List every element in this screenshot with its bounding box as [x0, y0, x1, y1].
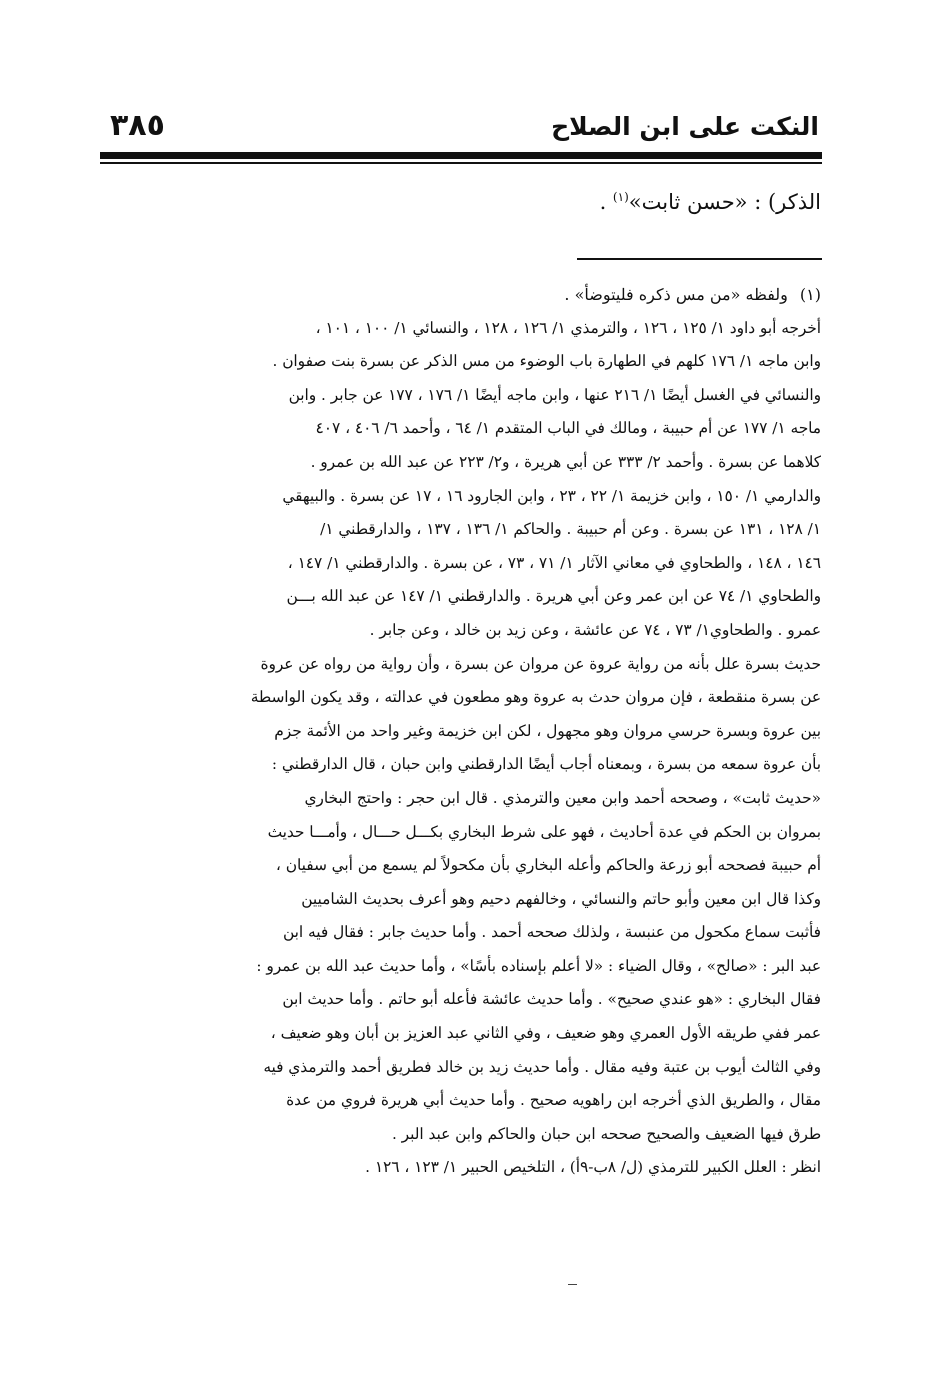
footnote-line: عمر ففي طريقه الأول العمري وهو ضعيف ، وفي الثاني عبد العزيز بن أبان وهو ضعيف ،: [270, 1024, 821, 1043]
footnote-line: ماجه ١/ ١٧٧ عن أم حبيبة ، ومالك في الباب المتقدم ١/ ٦٤ ، وأحمد ٦/ ٤٠٦ ، ٤٠٧: [315, 419, 821, 438]
footnote-line: بين عروة وبسرة حرسي مروان وهو مجهول ، لكن ابن خزيمة وغير واحد من الأئمة جزم: [274, 721, 821, 740]
footnote-line: عمرو . والطحاوي١/ ٧٣ ، ٧٤ عن عائشة ، وعن زيد بن خالد ، وعن جابر .: [369, 620, 821, 639]
footnote-line: والنسائي في الغسل أيضًا ١/ ٢١٦ عنها ، وابن ماجه أيضًا ١/ ١٧٦ ، ١٧٧ عن جابر . وابن: [288, 385, 821, 404]
footnote-line: والدارمي ١/ ١٥٠ ، وابن خزيمة ١/ ٢٢ ، ٢٣ ، وابن الجارود ١٦ ، ١٧ عن بسرة . والبيهقي: [282, 486, 821, 505]
footnote-line: وفي الثالث أيوب بن عتبة وفيه مقال . وأما حديث زيد بن خالد فطريق أحمد والترمذي فيه: [263, 1057, 821, 1076]
footnote-reference[interactable]: (١): [612, 190, 629, 204]
main-text-line: [121, 190, 821, 214]
footnote-line: فقال البخاري : «هو عندي صحيح» . وأما حديث عائشة فأعله أبو حاتم . وأما حديث ابن: [282, 990, 821, 1009]
footnote-line: أم حبيبة فصححه أبو زرعة والحاكم وأعله البخاري بأن مكحولاً لم يسمع من أبي سفيان ،: [275, 856, 821, 875]
footnote-first-line: [109, 278, 821, 312]
header-rule-thick: [100, 152, 822, 159]
footnote-line: بمروان بن الحكم في عدة أحاديث ، فهو على شرط البخاري بكـــل حـــال ، وأمـــا حديث: [267, 822, 821, 841]
footnote-line: حديث بسرة علل بأنه من رواية عروة عن مروان عن بسرة ، وأن رواية من رواه عن عروة: [260, 654, 821, 673]
footnote-line: ١/ ١٢٨ ، ١٣١ عن بسرة . وعن أم حبيبة . والحاكم ١/ ١٣٦ ، ١٣٧ ، والدارقطني ١/: [320, 520, 821, 539]
footnote-line: ١٤٦ ، ١٤٨ ، والطحاوي في معاني الآثار ١/ ٧١ ، ٧٣ ، عن بسرة . والدارقطني ١/ ١٤٧ ،: [287, 553, 821, 572]
footnote-line: أخرجه أبو داود ١/ ١٢٥ ، ١٢٦ ، والترمذي ١/ ١٢٦ ، ١٢٨ ، والنسائي ١/ ١٠٠ ، ١٠١ ،: [315, 318, 821, 337]
footnote-line: طرق فيها الضعيف والصحيح صححه ابن حبان والحاكم وابن عبد البر .: [391, 1124, 821, 1143]
main-text-end: .: [599, 190, 613, 214]
footnote-line: عن بسرة منقطعة ، فإن مروان حدث به عروة وهو مطعون في عدالته ، وقد يكون الواسطة: [250, 688, 821, 707]
footnote-line: فأثبت سماع مكحول من عنبسة ، ولذلك صححه أحمد . وأما حديث جابر : فقال فيه ابن: [283, 923, 821, 942]
footnote-line: عبد البر : «صالح» ، وقال الضياء : «لا أعلم بإسناده بأسًا» ، وأما حديث عبد الله بن عمرو :: [256, 956, 821, 975]
footnote-line: بأن عروة سمعه من بسرة ، وبمعناه أجاب أيضًا الدارقطني وابن حبان ، قال الدارقطني :: [271, 755, 821, 774]
footnote-line: والطحاوي ١/ ٧٤ عن ابن عمر وعن أبي هريرة . والدارقطني ١/ ١٤٧ عن عبد الله بـــن: [286, 587, 821, 606]
footnote-line: «حديث ثابت» ، وصححه أحمد وابن معين والترمذي . قال ابن حجر : واحتج البخاري: [304, 788, 821, 807]
footnote-line: وكذا قال ابن معين وأبو حاتم والنسائي ، وخالفهم دحيم وهو أعرف بحديث الشاميين: [301, 889, 821, 908]
footnote-line: مقال ، والطريق الذي أخرجه ابن راهويه صحيح . وأما حديث أبي هريرة فروي من عدة: [286, 1091, 821, 1110]
header-rule-thin: [100, 162, 822, 164]
footnote: [109, 278, 821, 1185]
scan-artifact: [568, 1284, 577, 1285]
footnote-first-line-text: ولفظه «من مس ذكره فليتوضأ» .: [564, 285, 788, 304]
page-number: ٣٨٥: [110, 108, 165, 143]
footnote-line: كلاهما عن بسرة . وأحمد ٢/ ٣٣٣ عن أبي هريرة ، و٢/ ٢٢٣ عن عبد الله بن عمرو .: [310, 452, 821, 471]
footnote-separator: [577, 258, 822, 260]
footnote-line: وابن ماجه ١/ ١٧٦ كلهم في الطهارة باب الوضوء من مس الذكر عن بسرة بنت صفوان .: [272, 352, 821, 371]
footnote-marker: (١): [799, 285, 821, 304]
main-text-body: الذكر) : «حسن ثابت»: [628, 190, 821, 214]
footnote-line: انظر : العلل الكبير للترمذي (ل/ ٨ب-٩أ) ، التلخيص الحبير ١/ ١٢٣ ، ١٢٦ .: [365, 1158, 821, 1177]
running-title: النكت على ابن الصلاح: [551, 112, 819, 141]
